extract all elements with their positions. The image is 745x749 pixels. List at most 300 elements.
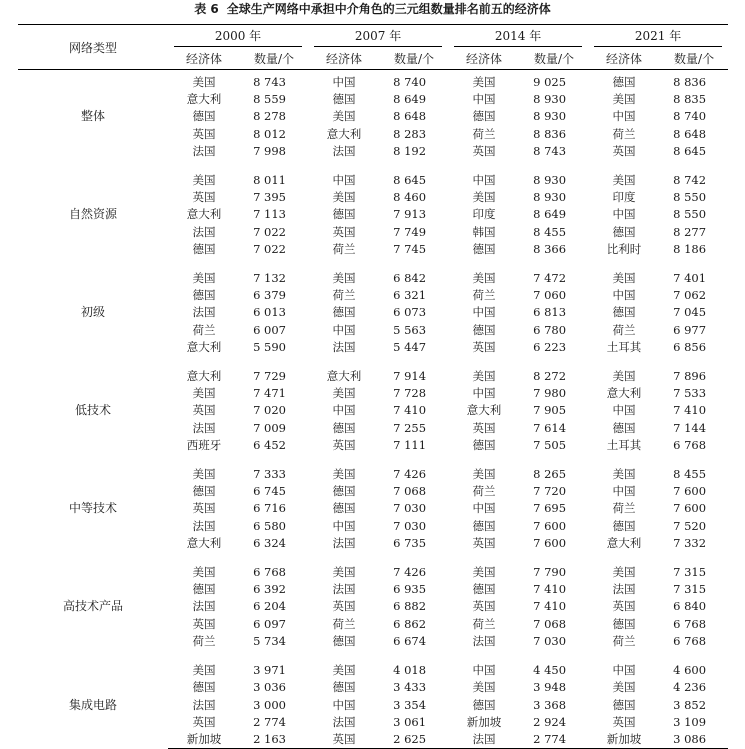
count-cell: 7 533 bbox=[673, 386, 707, 401]
count-cell: 7 980 bbox=[533, 386, 567, 401]
count-cell: 6 840 bbox=[673, 599, 707, 614]
count-cell: 8 645 bbox=[673, 143, 707, 158]
count-cell: 7 113 bbox=[253, 207, 287, 222]
count-cell: 6 716 bbox=[253, 501, 287, 516]
count-cell: 3 000 bbox=[253, 697, 287, 712]
economy-cell: 意大利 bbox=[186, 535, 222, 550]
economy-cell: 德国 bbox=[332, 501, 356, 516]
economy-cell: 韩国 bbox=[472, 224, 496, 239]
economy-cell: 中国 bbox=[472, 305, 496, 320]
count-cell: 6 768 bbox=[673, 633, 707, 648]
economy-cell: 英国 bbox=[472, 143, 496, 158]
economy-cell: 美国 bbox=[192, 663, 216, 678]
count-cell: 6 842 bbox=[393, 271, 427, 286]
economy-cell: 中国 bbox=[332, 75, 356, 89]
count-cell: 6 379 bbox=[253, 288, 287, 303]
economy-cell: 荷兰 bbox=[332, 241, 356, 256]
economy-cell: 美国 bbox=[332, 190, 356, 205]
count-cell: 7 045 bbox=[673, 305, 707, 320]
economy-cell: 美国 bbox=[332, 109, 356, 124]
count-cell: 7 695 bbox=[533, 501, 567, 516]
economy-cell: 法国 bbox=[612, 582, 636, 597]
count-cell: 7 020 bbox=[253, 403, 287, 418]
economy-cell: 英国 bbox=[472, 599, 496, 614]
count-cell: 8 012 bbox=[253, 126, 287, 141]
count-cell: 6 768 bbox=[673, 616, 707, 631]
count-cell: 7 914 bbox=[393, 369, 427, 384]
count-cell: 6 452 bbox=[253, 437, 287, 452]
economy-cell: 美国 bbox=[472, 75, 496, 89]
economy-cell: 美国 bbox=[612, 565, 636, 580]
economy-cell: 法国 bbox=[192, 518, 216, 533]
count-cell: 8 192 bbox=[393, 143, 427, 158]
count-cell: 2 774 bbox=[520, 731, 588, 749]
count-cell: 4 236 bbox=[673, 680, 707, 695]
count-cell: 6 735 bbox=[393, 535, 427, 550]
economy-cell: 法国 bbox=[192, 305, 216, 320]
count-cell: 8 930 bbox=[533, 109, 567, 124]
economy-cell: 德国 bbox=[192, 680, 216, 695]
economy-cell: 美国 bbox=[332, 271, 356, 286]
economy-cell: 德国 bbox=[472, 697, 496, 712]
economy-cell: 土耳其 bbox=[606, 339, 642, 354]
economy-cell: 德国 bbox=[472, 518, 496, 533]
economy-cell: 中国 bbox=[612, 288, 636, 303]
count-cell: 8 743 bbox=[253, 75, 287, 89]
economy-cell: 德国 bbox=[612, 518, 636, 533]
economy-cell: 美国 bbox=[192, 75, 216, 89]
count-cell: 8 272 bbox=[533, 369, 567, 384]
count-cell: 7 426 bbox=[393, 467, 427, 482]
economy-cell: 西班牙 bbox=[186, 437, 222, 452]
count-cell: 8 648 bbox=[673, 126, 707, 141]
count-cell: 8 648 bbox=[393, 109, 427, 124]
group-spacer bbox=[18, 258, 728, 266]
economy-cell: 荷兰 bbox=[192, 322, 216, 337]
economy-cell: 德国 bbox=[192, 484, 216, 499]
count-cell: 7 472 bbox=[533, 271, 567, 286]
economy-cell: 意大利 bbox=[326, 369, 362, 384]
count-cell: 7 749 bbox=[393, 224, 427, 239]
count-cell: 6 862 bbox=[393, 616, 427, 631]
economy-cell: 中国 bbox=[612, 663, 636, 678]
economy-cell: 中国 bbox=[612, 403, 636, 418]
network-group bbox=[18, 454, 728, 552]
count-cell: 6 856 bbox=[673, 339, 707, 354]
count-cell: 6 392 bbox=[253, 582, 287, 597]
table-title: 全球生产网络中承担中介角色的三元组数量排名前五的经济体 bbox=[226, 2, 551, 16]
year-header-2007: 2007 年 bbox=[308, 25, 448, 49]
network-type-cell: 自然资源 bbox=[68, 207, 117, 222]
economy-cell: 新加坡 bbox=[588, 731, 660, 749]
count-cell: 8 740 bbox=[393, 75, 427, 89]
count-cell: 7 410 bbox=[393, 403, 427, 418]
economy-cell: 美国 bbox=[192, 467, 216, 482]
economy-cell: 英国 bbox=[612, 599, 636, 614]
count-cell: 7 614 bbox=[533, 420, 567, 435]
table-row bbox=[18, 462, 728, 483]
group-spacer bbox=[18, 454, 728, 462]
count-cell: 8 366 bbox=[533, 241, 567, 256]
count-cell: 8 836 bbox=[533, 126, 567, 141]
count-cell: 9 025 bbox=[533, 75, 567, 89]
economy-cell: 荷兰 bbox=[192, 633, 216, 648]
economy-cell: 意大利 bbox=[186, 369, 222, 384]
count-cell: 3 852 bbox=[673, 697, 707, 712]
count-cell: 7 600 bbox=[673, 501, 707, 516]
count-cell: 6 204 bbox=[253, 599, 287, 614]
economy-cell: 印度 bbox=[472, 207, 496, 222]
economy-cell: 法国 bbox=[192, 224, 216, 239]
economy-cell: 意大利 bbox=[466, 403, 502, 418]
count-cell: 8 645 bbox=[393, 173, 427, 188]
economy-cell: 德国 bbox=[612, 305, 636, 320]
count-cell: 7 426 bbox=[393, 565, 427, 580]
count-cell: 8 743 bbox=[533, 143, 567, 158]
count-cell: 7 600 bbox=[673, 484, 707, 499]
economy-cell: 中国 bbox=[332, 322, 356, 337]
table-row bbox=[18, 364, 728, 385]
count-cell: 8 649 bbox=[533, 207, 567, 222]
economy-cell: 德国 bbox=[612, 616, 636, 631]
economy-cell: 美国 bbox=[612, 369, 636, 384]
network-group bbox=[18, 356, 728, 454]
count-cell: 7 068 bbox=[393, 484, 427, 499]
network-type-cell: 整体 bbox=[80, 109, 105, 124]
count-cell: 8 265 bbox=[533, 467, 567, 482]
group-spacer bbox=[18, 650, 728, 658]
count-cell: 7 030 bbox=[533, 633, 567, 648]
economy-cell: 美国 bbox=[612, 271, 636, 286]
economy-header: 经济体 bbox=[308, 48, 380, 70]
economy-cell: 英国 bbox=[612, 143, 636, 158]
group-spacer bbox=[18, 552, 728, 560]
count-cell: 7 132 bbox=[253, 271, 287, 286]
count-cell: 7 471 bbox=[253, 386, 287, 401]
economy-cell: 德国 bbox=[332, 92, 356, 107]
economy-cell: 法国 bbox=[332, 339, 356, 354]
economy-cell: 荷兰 bbox=[612, 501, 636, 516]
economy-cell: 美国 bbox=[332, 386, 356, 401]
year-header-2000: 2000 年 bbox=[168, 25, 308, 49]
economy-cell: 意大利 bbox=[606, 386, 642, 401]
economy-cell: 意大利 bbox=[186, 207, 222, 222]
economy-cell: 美国 bbox=[192, 565, 216, 580]
economy-cell: 比利时 bbox=[606, 241, 642, 256]
count-cell: 8 835 bbox=[673, 92, 707, 107]
count-header: 数量/个 bbox=[380, 48, 448, 70]
count-cell: 7 745 bbox=[393, 241, 427, 256]
count-cell: 6 321 bbox=[393, 288, 427, 303]
economy-cell: 法国 bbox=[332, 714, 356, 729]
count-cell: 8 550 bbox=[673, 190, 707, 205]
economy-cell: 中国 bbox=[332, 697, 356, 712]
network-type-cell: 初级 bbox=[80, 305, 105, 320]
count-cell: 6 977 bbox=[673, 322, 707, 337]
economy-cell: 中国 bbox=[332, 403, 356, 418]
economy-cell: 意大利 bbox=[186, 92, 222, 107]
count-cell: 8 277 bbox=[673, 224, 707, 239]
economy-cell: 中国 bbox=[472, 92, 496, 107]
count-cell: 5 447 bbox=[393, 339, 427, 354]
count-cell: 8 455 bbox=[533, 224, 567, 239]
economy-cell: 德国 bbox=[332, 680, 356, 695]
count-cell: 7 401 bbox=[673, 271, 707, 286]
economy-cell: 德国 bbox=[332, 207, 356, 222]
count-cell: 6 813 bbox=[533, 305, 567, 320]
count-cell: 7 520 bbox=[673, 518, 707, 533]
count-cell: 7 060 bbox=[533, 288, 567, 303]
count-cell: 8 186 bbox=[673, 241, 707, 256]
economy-cell: 美国 bbox=[472, 467, 496, 482]
count-cell: 6 674 bbox=[393, 633, 427, 648]
economy-cell: 中国 bbox=[332, 173, 356, 188]
economy-cell: 英国 bbox=[472, 420, 496, 435]
count-cell: 5 590 bbox=[253, 339, 287, 354]
economy-cell: 法国 bbox=[192, 143, 216, 158]
economy-cell: 意大利 bbox=[186, 339, 222, 354]
count-cell: 7 255 bbox=[393, 420, 427, 435]
economy-cell: 法国 bbox=[472, 633, 496, 648]
count-cell: 7 022 bbox=[253, 241, 287, 256]
count-cell: 7 315 bbox=[673, 582, 707, 597]
count-cell: 2 924 bbox=[533, 714, 567, 729]
economy-cell: 法国 bbox=[192, 420, 216, 435]
count-cell: 6 580 bbox=[253, 518, 287, 533]
count-cell: 7 905 bbox=[533, 403, 567, 418]
count-cell: 3 086 bbox=[660, 731, 728, 749]
economy-cell: 德国 bbox=[472, 109, 496, 124]
economy-cell: 美国 bbox=[472, 680, 496, 695]
count-cell: 3 971 bbox=[253, 663, 287, 678]
economy-cell: 法国 bbox=[332, 582, 356, 597]
count-cell: 7 062 bbox=[673, 288, 707, 303]
network-type-cell: 集成电路 bbox=[68, 697, 117, 712]
economy-cell: 中国 bbox=[612, 207, 636, 222]
economy-cell: 新加坡 bbox=[168, 731, 240, 749]
economy-cell: 意大利 bbox=[326, 126, 362, 141]
economy-cell: 美国 bbox=[612, 173, 636, 188]
network-type-header: 网络类型 bbox=[18, 25, 168, 70]
count-cell: 6 935 bbox=[393, 582, 427, 597]
group-spacer bbox=[18, 356, 728, 364]
count-cell: 7 410 bbox=[533, 582, 567, 597]
count-cell: 6 097 bbox=[253, 616, 287, 631]
table-row bbox=[18, 70, 728, 92]
count-cell: 7 395 bbox=[253, 190, 287, 205]
economy-cell: 美国 bbox=[472, 271, 496, 286]
economy-cell: 中国 bbox=[612, 484, 636, 499]
economy-cell: 中国 bbox=[472, 173, 496, 188]
count-cell: 7 410 bbox=[533, 599, 567, 614]
count-cell: 6 324 bbox=[253, 535, 287, 550]
economy-cell: 英国 bbox=[192, 501, 216, 516]
economy-header: 经济体 bbox=[588, 48, 660, 70]
table-row bbox=[18, 560, 728, 581]
count-cell: 3 368 bbox=[533, 697, 567, 712]
count-cell: 4 018 bbox=[393, 663, 427, 678]
economy-cell: 美国 bbox=[192, 386, 216, 401]
count-cell: 8 278 bbox=[253, 109, 287, 124]
economy-cell: 荷兰 bbox=[612, 322, 636, 337]
table-number: 表 6 bbox=[194, 2, 219, 16]
economy-cell: 美国 bbox=[612, 92, 636, 107]
table-caption bbox=[0, 0, 745, 18]
economy-cell: 荷兰 bbox=[612, 126, 636, 141]
count-cell: 6 768 bbox=[673, 437, 707, 452]
count-cell: 7 729 bbox=[253, 369, 287, 384]
network-type-cell: 低技术 bbox=[74, 403, 111, 418]
economy-cell: 法国 bbox=[192, 697, 216, 712]
count-cell: 7 505 bbox=[533, 437, 567, 452]
count-cell: 2 163 bbox=[240, 731, 308, 749]
network-type-cell: 高技术产品 bbox=[62, 599, 123, 614]
economy-cell: 英国 bbox=[192, 126, 216, 141]
count-cell: 6 768 bbox=[253, 565, 287, 580]
network-group bbox=[18, 70, 728, 161]
network-group bbox=[18, 258, 728, 356]
count-cell: 7 410 bbox=[673, 403, 707, 418]
count-cell: 7 790 bbox=[533, 565, 567, 580]
count-cell: 3 354 bbox=[393, 697, 427, 712]
economy-cell: 英国 bbox=[332, 437, 356, 452]
economy-cell: 土耳其 bbox=[606, 437, 642, 452]
economy-cell: 中国 bbox=[332, 518, 356, 533]
economy-cell: 中国 bbox=[472, 501, 496, 516]
table-row bbox=[18, 168, 728, 189]
count-cell: 8 930 bbox=[533, 190, 567, 205]
count-cell: 5 734 bbox=[253, 633, 287, 648]
count-cell: 8 836 bbox=[673, 75, 707, 89]
economy-cell: 英国 bbox=[308, 731, 380, 749]
count-header: 数量/个 bbox=[660, 48, 728, 70]
count-cell: 7 144 bbox=[673, 420, 707, 435]
economy-cell: 荷兰 bbox=[472, 126, 496, 141]
economy-cell: 德国 bbox=[612, 697, 636, 712]
economy-cell: 德国 bbox=[192, 582, 216, 597]
count-cell: 7 600 bbox=[533, 518, 567, 533]
count-cell: 8 011 bbox=[253, 173, 287, 188]
economy-cell: 英国 bbox=[192, 616, 216, 631]
count-cell: 8 930 bbox=[533, 173, 567, 188]
count-cell: 8 283 bbox=[393, 126, 427, 141]
economy-cell: 美国 bbox=[472, 565, 496, 580]
count-cell: 8 742 bbox=[673, 173, 707, 188]
economy-cell: 印度 bbox=[612, 190, 636, 205]
economy-cell: 英国 bbox=[192, 403, 216, 418]
network-type-cell: 中等技术 bbox=[68, 501, 117, 516]
economy-cell: 德国 bbox=[332, 484, 356, 499]
economy-cell: 德国 bbox=[612, 75, 636, 89]
count-cell: 6 013 bbox=[253, 305, 287, 320]
count-cell: 2 625 bbox=[380, 731, 448, 749]
economy-cell: 德国 bbox=[472, 322, 496, 337]
economy-cell: 德国 bbox=[332, 633, 356, 648]
economy-cell: 美国 bbox=[472, 190, 496, 205]
count-header: 数量/个 bbox=[520, 48, 588, 70]
economy-cell: 德国 bbox=[612, 420, 636, 435]
table-row bbox=[18, 266, 728, 287]
count-cell: 8 559 bbox=[253, 92, 287, 107]
economy-cell: 德国 bbox=[192, 241, 216, 256]
table-header bbox=[18, 25, 728, 70]
count-cell: 7 009 bbox=[253, 420, 287, 435]
economy-cell: 荷兰 bbox=[472, 616, 496, 631]
economy-header: 经济体 bbox=[448, 48, 520, 70]
economy-cell: 法国 bbox=[192, 599, 216, 614]
table-row bbox=[18, 658, 728, 679]
economy-cell: 英国 bbox=[332, 599, 356, 614]
count-cell: 7 600 bbox=[533, 535, 567, 550]
network-group bbox=[18, 552, 728, 650]
economy-cell: 美国 bbox=[472, 369, 496, 384]
count-cell: 3 433 bbox=[393, 680, 427, 695]
count-cell: 7 030 bbox=[393, 518, 427, 533]
economy-cell: 美国 bbox=[192, 173, 216, 188]
count-cell: 6 882 bbox=[393, 599, 427, 614]
economy-cell: 中国 bbox=[612, 109, 636, 124]
economy-cell: 德国 bbox=[472, 241, 496, 256]
economy-cell: 荷兰 bbox=[472, 288, 496, 303]
count-cell: 7 068 bbox=[533, 616, 567, 631]
economy-cell: 新加坡 bbox=[466, 714, 502, 729]
economy-ranking-table bbox=[18, 24, 728, 749]
economy-cell: 中国 bbox=[472, 386, 496, 401]
economy-cell: 荷兰 bbox=[332, 616, 356, 631]
economy-cell: 德国 bbox=[472, 582, 496, 597]
count-cell: 6 073 bbox=[393, 305, 427, 320]
count-cell: 7 333 bbox=[253, 467, 287, 482]
count-cell: 8 649 bbox=[393, 92, 427, 107]
economy-cell: 荷兰 bbox=[332, 288, 356, 303]
count-cell: 6 745 bbox=[253, 484, 287, 499]
year-header-2014: 2014 年 bbox=[448, 25, 588, 49]
economy-cell: 美国 bbox=[612, 467, 636, 482]
economy-cell: 英国 bbox=[612, 714, 636, 729]
economy-cell: 意大利 bbox=[606, 535, 642, 550]
count-cell: 7 030 bbox=[393, 501, 427, 516]
count-cell: 5 563 bbox=[393, 322, 427, 337]
economy-cell: 英国 bbox=[192, 190, 216, 205]
economy-cell: 荷兰 bbox=[612, 633, 636, 648]
economy-cell: 德国 bbox=[192, 109, 216, 124]
count-cell: 6 007 bbox=[253, 322, 287, 337]
economy-cell: 英国 bbox=[332, 224, 356, 239]
count-cell: 3 109 bbox=[673, 714, 707, 729]
count-cell: 3 036 bbox=[253, 680, 287, 695]
count-cell: 8 550 bbox=[673, 207, 707, 222]
economy-cell: 美国 bbox=[332, 467, 356, 482]
year-header-2021: 2021 年 bbox=[588, 25, 728, 49]
count-cell: 8 740 bbox=[673, 109, 707, 124]
economy-cell: 英国 bbox=[192, 714, 216, 729]
count-cell: 7 022 bbox=[253, 224, 287, 239]
count-cell: 8 930 bbox=[533, 92, 567, 107]
economy-cell: 法国 bbox=[332, 535, 356, 550]
economy-cell: 美国 bbox=[192, 271, 216, 286]
economy-cell: 德国 bbox=[332, 305, 356, 320]
count-cell: 6 223 bbox=[533, 339, 567, 354]
count-cell: 4 450 bbox=[533, 663, 567, 678]
count-cell: 3 948 bbox=[533, 680, 567, 695]
count-cell: 7 913 bbox=[393, 207, 427, 222]
count-cell: 7 728 bbox=[393, 386, 427, 401]
count-cell: 7 111 bbox=[393, 437, 427, 452]
economy-cell: 荷兰 bbox=[472, 484, 496, 499]
economy-cell: 中国 bbox=[472, 663, 496, 678]
count-cell: 6 780 bbox=[533, 322, 567, 337]
economy-cell: 德国 bbox=[192, 288, 216, 303]
